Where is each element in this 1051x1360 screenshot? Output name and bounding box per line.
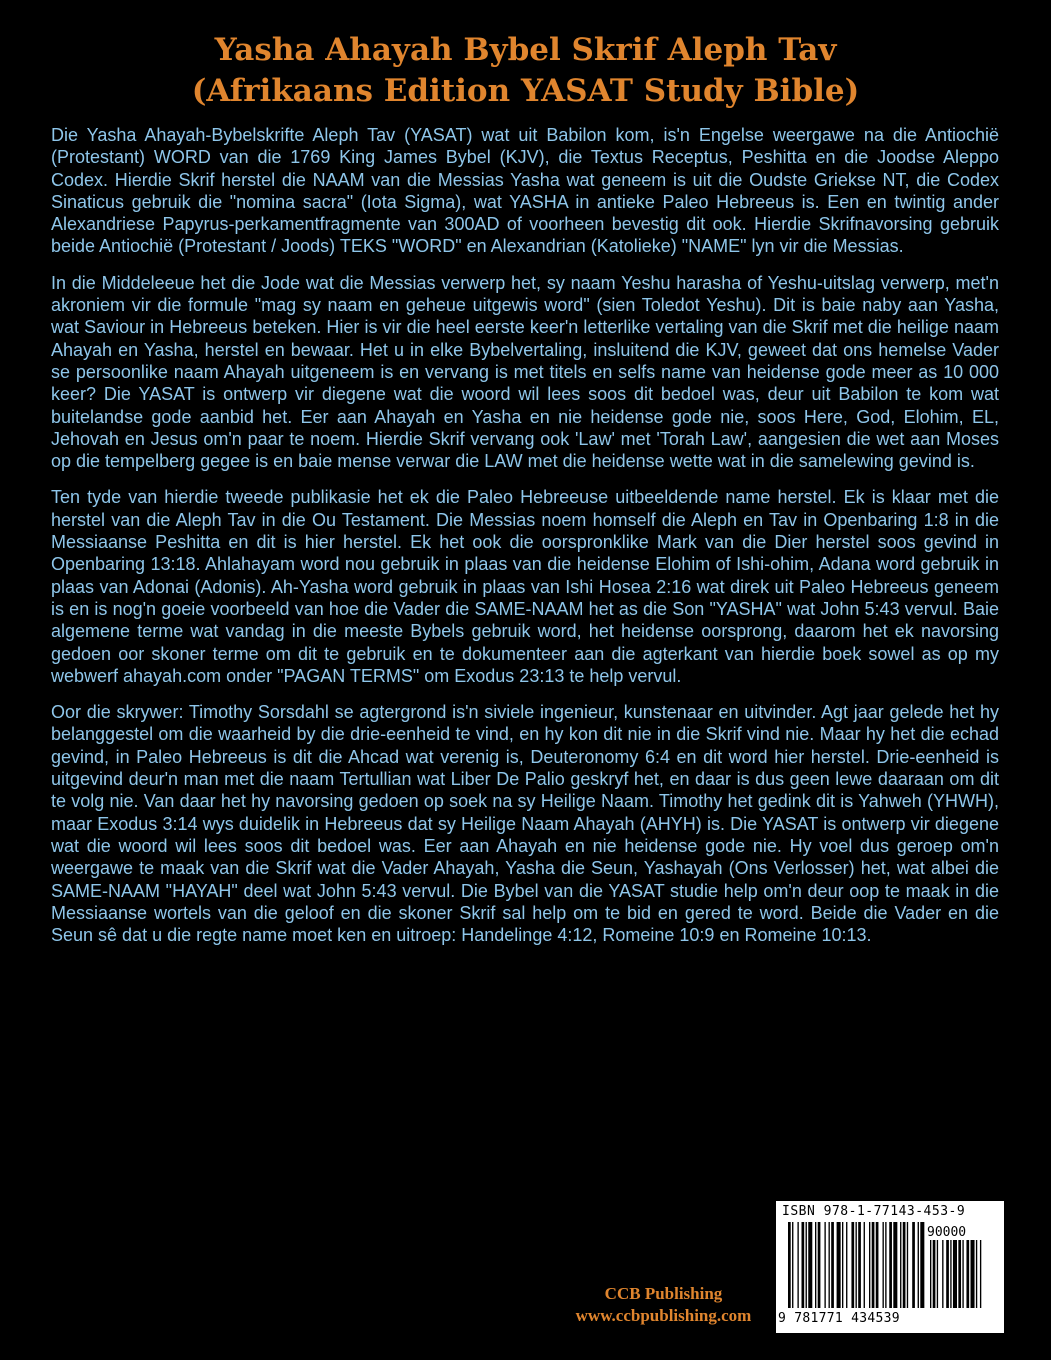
paragraph-intro: Die Yasha Ahayah-Bybelskrifte Aleph Tav (YASAT) wat uit Babilon kom, is'n Engelse weergawe na die Antiochië (Protestant) WORD van die 1769 King James Bybel (KJV), die Textus Receptus, Peshitta en die Joodse Aleppo Codex. Hierdie Skrif herstel die NAAM van die Messias Yasha wat geneem is uit die Oudste Griekse NT, die Codex Sinaticus gebruik die "nomina sacra" (Iota Sigma), wat YASHA in antieke Paleo Hebreeus is. Een en twintig ander Alexandriese Papyrus-perkamentfragmente van 300AD of voorheen bevestig dit ook. Hierdie Skrifnavorsing gebruik beide Antiochië (Protestant / Joods) TEKS "WORD" en Alexandrian (Katolieke) "NAME" lyn vir die Messias. [51,125,999,257]
back-cover-description [51,124,999,960]
publisher-block [556,1283,771,1327]
title-line-1: Yasha Ahayah Bybel Skrif Aleph Tav [214,32,837,68]
publisher-url: www.ccbpublishing.com [575,1306,752,1325]
barcode-digits: 9 781771 434539 [778,1311,900,1326]
isbn-barcode [776,1201,1004,1333]
title-line-2: (Afrikaans Edition YASAT Study Bible) [191,73,860,109]
publisher-name: CCB Publishing [604,1284,723,1303]
paragraph-middle-ages: In die Middeleeue het die Jode wat die Messias verwerp het, sy naam Yeshu harasha of Yeshu-uitslag verwerp, met'n akroniem vir die formule "mag sy naam en geheue uitgewis word" (sien Toledot Yeshu). Dit is baie naby aan Yasha, wat Saviour in Hebreeus beteken. Hier is vir die heel eerste keer'n letterlike vertaling van die Skrif met die heilige naam Ahayah en Yasha, herstel en bewaar. Het u in elke Bybelvertaling, insluitend die KJV, geweet dat ons hemelse Vader se persoonlike naam Ahayah uitgeneem is en vervang is met titels en selfs name van heidense gode meer as 10 000 keer? Die YASAT is ontwerp vir diegene wat die woord wil lees soos dit bedoel was, deur uit Babilon te kom wat buitelandse gode aanbid het. Eer aan Ahayah en Yasha en nie heidense gode nie, soos Here, God, Elohim, EL, Jehovah en Jesus om'n paar te noem. Hierdie Skrif vervang ook 'Law' met 'Torah Law', aangesien die wet aan Moses op die tempelberg gegee is en baie mense verwar die LAW met die heidense wette wat in die samelewing gevind is. [51,272,999,472]
isbn-text: ISBN 978-1-77143-453-9 [782,1204,966,1219]
barcode-addon: 90000 [927,1225,967,1240]
paragraph-second-publication: Ten tyde van hierdie tweede publikasie het ek die Paleo Hebreeuse uitbeeldende name herstel. Ek is klaar met die herstel van die Aleph Tav in die Ou Testament. Die Messias noem homself die Aleph en Tav in Openbaring 1:8 in die Messiaanse Peshitta en dit is hier herstel. Ek het ook die oorspronklike Mark van die Dier herstel soos gevind in Openbaring 13:18. Ahlahayam word nou gebruik in plaas van die heidense Elohim of Ishi-ohim, Adana word gebruik in plaas van Adonai (Adonis). Ah-Yasha word gebruik in plaas van Ishi Hosea 2:16 wat direk uit Paleo Hebreeus geneem is en is nog'n goeie voorbeeld van hoe die Vader die SAME-NAAM het as die Son "YASHA" wat John 5:43 vervul. Baie algemene terme wat vandag in die meeste Bybels gebruik word, het heidense oorsprong, daarom het ek navorsing gedoen oor skoner terme om dit te gebruik en te dokumenteer aan die agterkant van hierdie boek sowel as op my webwerf ahayah.com onder "PAGAN TERMS" om Exodus 23:13 te help vervul. [51,487,999,686]
book-title [0,30,1051,112]
paragraph-about-author: Oor die skrywer: Timothy Sorsdahl se agtergrond is'n siviele ingenieur, kunstenaar en uitvinder. Agt jaar gelede het hy belanggestel om die waarheid by die drie-eenheid te vind, en hy kon dit nie in die Skrif vind nie. Maar hy het die echad gevind, in Paleo Hebreeus is dit die Ahcad wat verenig is, Deuteronomy 6:4 en dit word hier herstel. Drie-eenheid is uitgevind deur'n man met die naam Tertullian wat Liber De Palio geskryf het, en daar is dus geen lewe daaraan om dit te volg nie. Van daar het hy navorsing gedoen op soek na sy Heilige Naam. Timothy het gedink dit is Yahweh (YHWH), maar Exodus 3:14 wys duidelik in Hebreeus dat sy Heilige Naam Ahayah (AHYH) is. Die YASAT is ontwerp vir diegene wat die woord wil lees soos dit bedoel was. Eer aan Ahayah en nie heidense gode nie. Hy voel dus geroep om'n weergawe te maak van die Skrif wat die Vader Ahayah, Yasha die Seun, Yashayah (Ons Verlosser) het, wat albei die SAME-NAAM "HAYAH" deel wat John 5:43 vervul. Die Bybel van die YASAT studie help om'n deur oop te maak in die Messiaanse wortels van die geloof en die skoner Skrif sal help om te bid en gered te word. Beide die Vader en die Seun sê dat u die regte name moet ken en uitroep: Handelinge 4:12, Romeine 10:9 en Romeine 10:13. [51,702,999,946]
